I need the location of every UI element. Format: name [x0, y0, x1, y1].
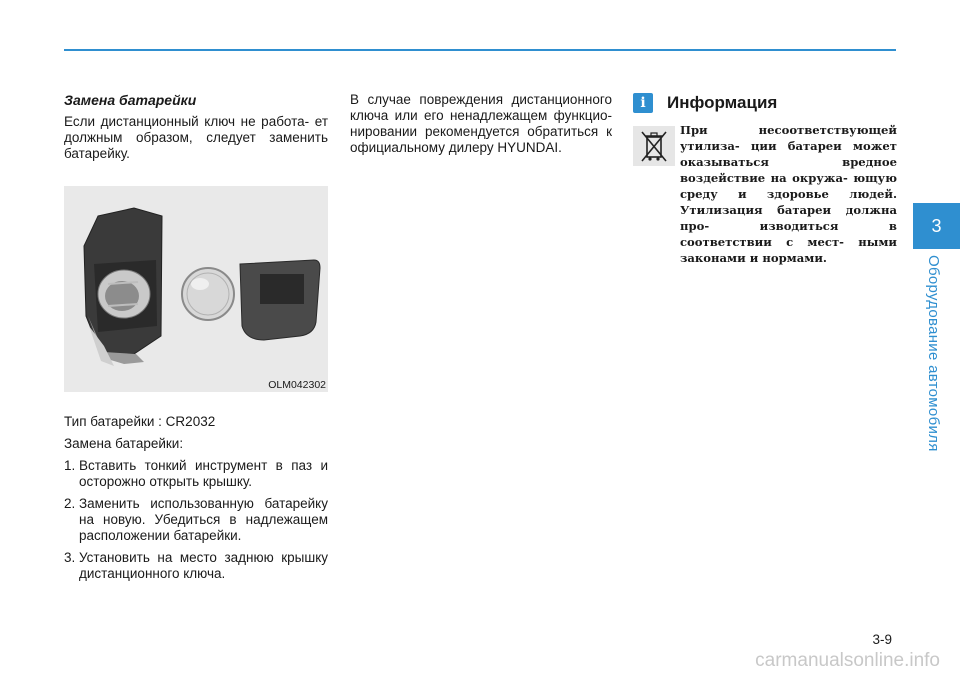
- step-text: Заменить использованную батарейку на новую. Убедиться в надлежащем расположении батарейки.: [79, 496, 328, 543]
- replacement-heading: Замена батарейки:: [64, 436, 184, 451]
- list-item: [64, 496, 328, 544]
- key-battery-figure: [64, 186, 328, 392]
- info-title: Информация: [667, 93, 778, 112]
- step-text: Вставить тонкий инструмент в паз и осторожно открыть крышку.: [79, 458, 328, 489]
- battery-type: Тип батарейки : CR2032: [64, 414, 216, 429]
- watermark: carmanualsonline.info: [755, 650, 940, 671]
- middle-column: [350, 92, 612, 156]
- info-body: [633, 122, 897, 266]
- info-box: [633, 92, 897, 266]
- steps-list: [64, 458, 328, 582]
- intro-paragraph: Если дистанционный ключ не работа- ет должным образом, следует заменить батарейку.: [64, 114, 328, 161]
- list-item: [64, 550, 328, 582]
- damage-note: В случае повреждения дистанционного ключа или его ненадлежащем функцио- нировании рекомендуется обратиться к официальному дилеру HYUNDAI.: [350, 92, 612, 155]
- crossed-bin-icon: [633, 126, 675, 166]
- step-number: 2.: [64, 496, 76, 511]
- page-number: 3-9: [872, 632, 892, 647]
- info-text: При несоответствующей утилиза- ции батареи может оказываться вредное воздействие на окружа- ющую среду и здоровье людей. Утилизация батареи должна про- изводиться в соответствии с мест- ными законами и нормами.: [680, 123, 897, 265]
- section-title: Замена батарейки: [64, 92, 197, 108]
- header-rule: [64, 49, 896, 51]
- info-icon: i: [633, 93, 653, 113]
- info-header: [633, 92, 897, 114]
- chapter-label: Оборудование автомобиля: [925, 255, 942, 452]
- key-fob-illustration: [64, 186, 328, 392]
- step-number: 1.: [64, 458, 76, 473]
- chapter-tab: 3: [913, 203, 960, 249]
- figure-code: OLM042302: [268, 379, 326, 391]
- step-text: Установить на место заднюю крышку дистанционного ключа.: [79, 550, 328, 581]
- list-item: [64, 458, 328, 490]
- step-number: 3.: [64, 550, 76, 565]
- left-column: [64, 92, 328, 588]
